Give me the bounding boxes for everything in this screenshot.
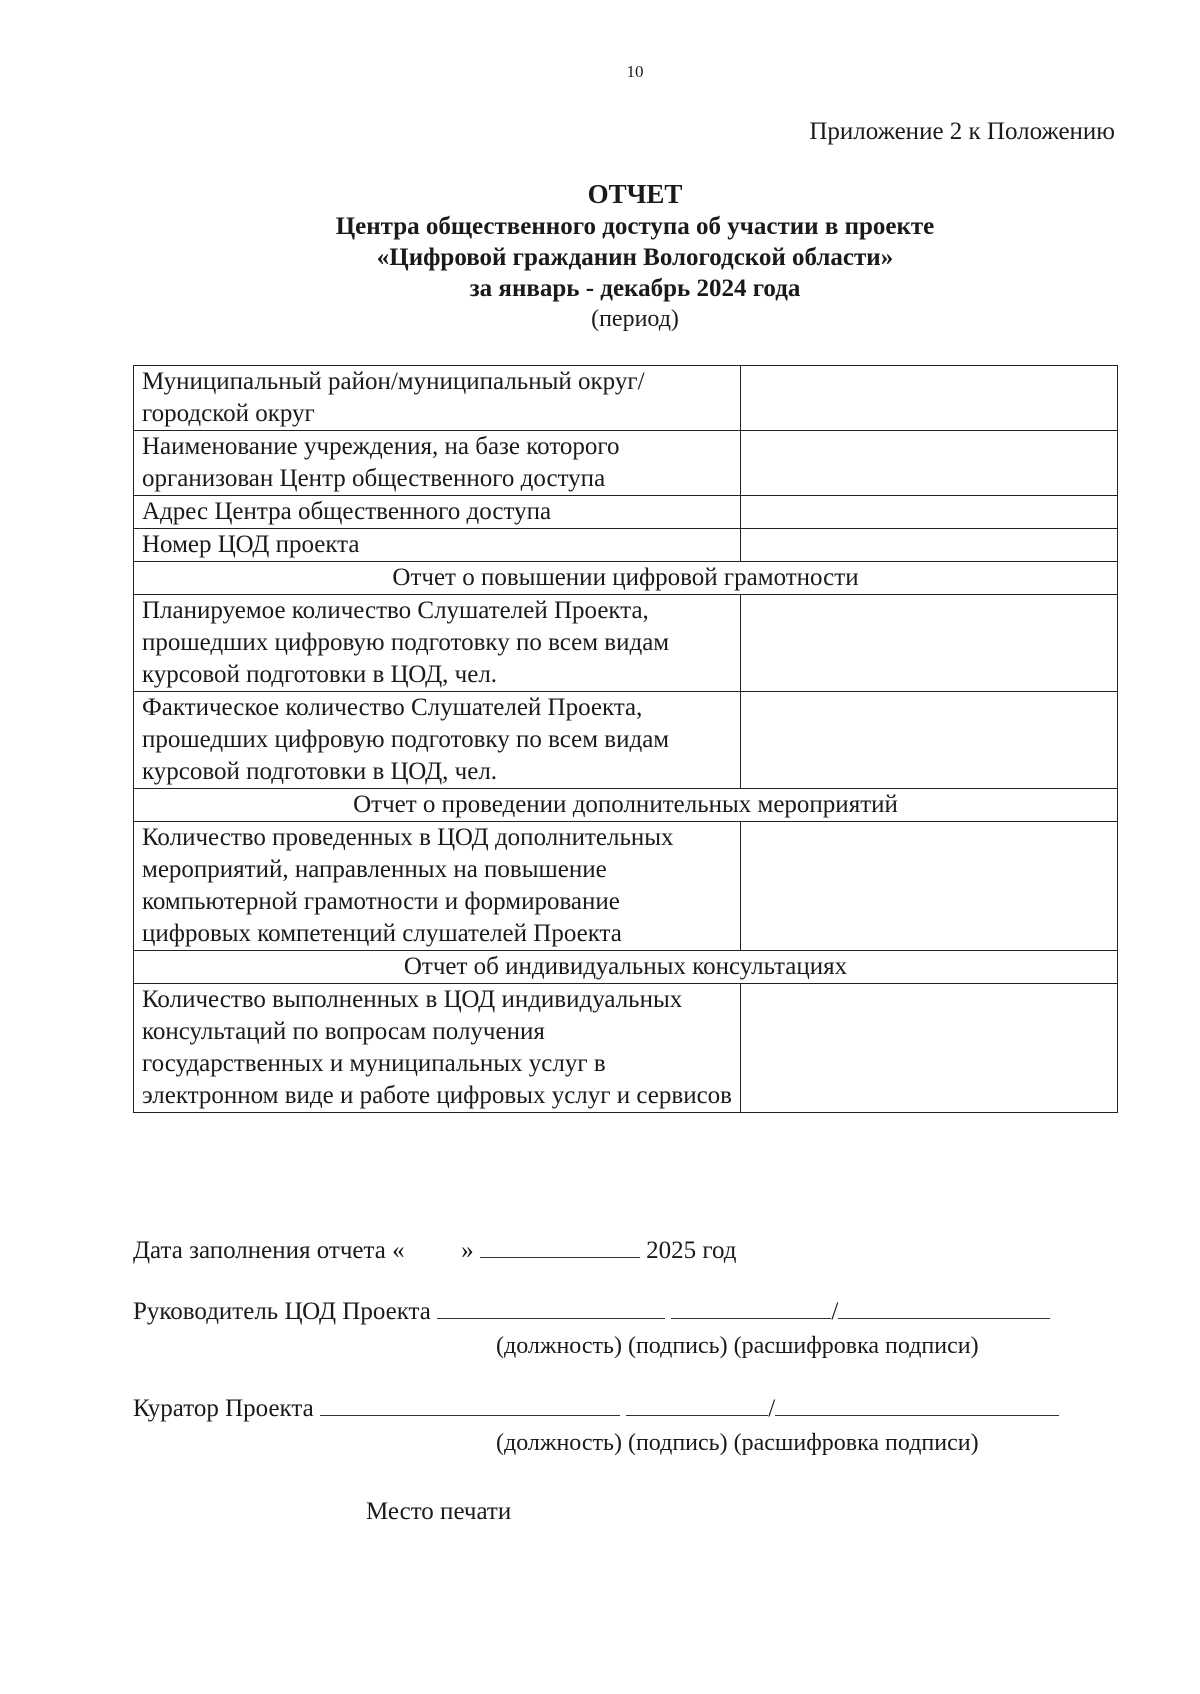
actual-count-value-cell[interactable] [741,692,1118,789]
section-row [134,562,1118,595]
curator-label: Куратор Проекта [133,1395,314,1422]
table-row [134,692,1118,789]
report-title: ОТЧЕТ [587,179,683,209]
curator-signature-hint: (должность) (подпись) (расшифровка подписи) [496,1430,979,1456]
institution-value-cell[interactable] [741,431,1118,496]
table-row [134,366,1118,431]
planned-count-label: Планируемое количество Слушателей Проекта, прошедших цифровую подготовку по всем видам курсовой подготовки в ЦОД, чел. [134,595,741,692]
month-blank[interactable] [480,1235,640,1258]
table-row [134,529,1118,562]
report-subtitle-line-2: «Цифровой гражданин Вологодской области» [376,244,894,271]
actual-count-label: Фактическое количество Слушателей Проекта, прошедших цифровую подготовку по всем видам курсовой подготовки в ЦОД, чел. [134,692,741,789]
day-blank[interactable] [411,1236,455,1258]
curator-slash: / [768,1395,776,1422]
table-row [134,822,1118,951]
district-value-cell[interactable] [741,366,1118,431]
curator-position-blank[interactable] [320,1393,620,1416]
address-label: Адрес Центра общественного доступа [134,496,741,529]
page-number: 10 [626,62,644,81]
appendix-label: Приложение 2 к Положению [809,118,1115,145]
curator-signature-blank[interactable] [626,1393,768,1416]
head-signature-blank[interactable] [671,1296,831,1319]
table-row [134,984,1118,1113]
district-label: Муниципальный район/муниципальный округ/городской округ [134,366,741,431]
date-close-quote: » [461,1237,474,1264]
date-label: Дата заполнения отчета « [133,1237,405,1264]
events-count-label: Количество проведенных в ЦОД дополнительных мероприятий, направленных на повышение компьютерной грамотности и формирование цифровых компетенций слушателей Проекта [134,822,741,951]
table-row [134,595,1118,692]
report-period-line: за январь - декабрь 2024 года [469,275,801,302]
planned-count-value-cell[interactable] [741,595,1118,692]
table-row [134,496,1118,529]
head-name-blank[interactable] [838,1296,1050,1319]
project-number-value-cell[interactable] [741,529,1118,562]
curator-name-blank[interactable] [775,1393,1059,1416]
consult-count-value-cell[interactable] [741,984,1118,1113]
project-number-label: Номер ЦОД проекта [134,529,741,562]
section-literacy-heading: Отчет о повышении цифровой грамотности [134,562,1118,595]
date-line [133,1235,1113,1265]
head-label: Руководитель ЦОД Проекта [133,1298,431,1325]
head-signature-hint: (должность) (подпись) (расшифровка подписи) [496,1333,979,1359]
report-table [133,365,1118,1113]
title-block [0,178,1200,335]
institution-label: Наименование учреждения, на базе которого организован Центр общественного доступа [134,431,741,496]
address-value-cell[interactable] [741,496,1118,529]
head-position-blank[interactable] [437,1296,665,1319]
report-subtitle-line-1: Центра общественного доступа об участии в проекте [335,213,935,240]
date-year: 2025 год [646,1237,737,1264]
section-row [134,951,1118,984]
curator-signature-line [133,1393,1113,1423]
head-slash: / [831,1298,839,1325]
section-row [134,789,1118,822]
stamp-place: Место печати [366,1498,512,1525]
period-hint: (период) [591,306,679,332]
table-row [134,431,1118,496]
events-count-value-cell[interactable] [741,822,1118,951]
consult-count-label: Количество выполненных в ЦОД индивидуальных консультаций по вопросам получения государственных и муниципальных услуг в электронном виде и работе цифровых услуг и сервисов [134,984,741,1113]
section-consult-heading: Отчет об индивидуальных консультациях [134,951,1118,984]
section-events-heading: Отчет о проведении дополнительных мероприятий [134,789,1118,822]
head-signature-line [133,1296,1113,1326]
